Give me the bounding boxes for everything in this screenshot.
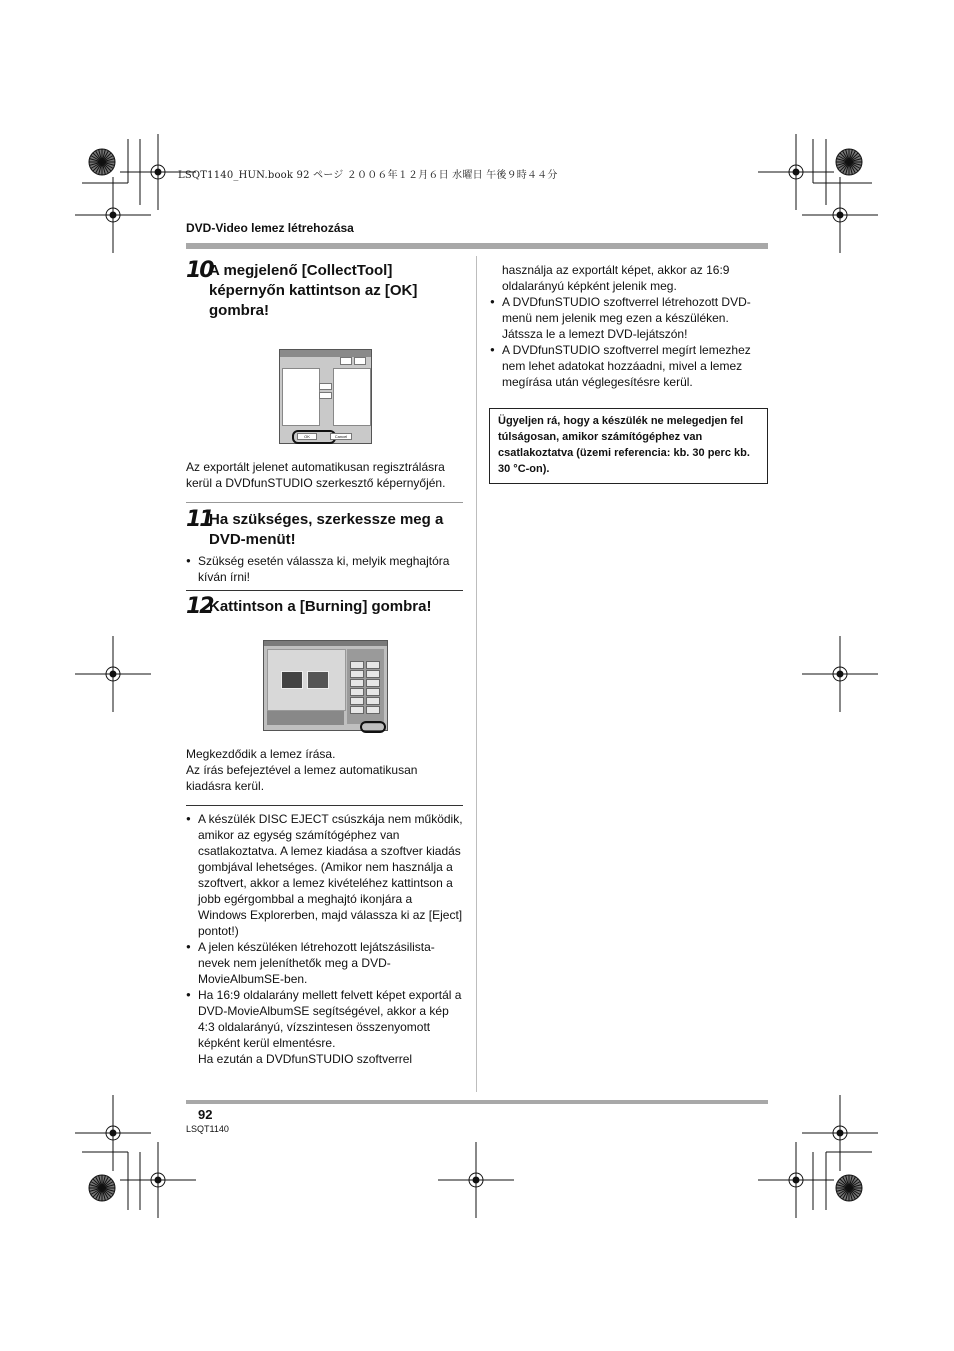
step-number: 11 [186,507,213,532]
note-continuation: használja az exportált képet, akkor az 16:9 oldalarányú képként jelenik meg. [502,263,730,293]
crosshair-mark [758,1142,834,1218]
bullet-item: ● Szükség esetén válassza ki, melyik meghajtóra kíván írni! [186,553,466,585]
column-divider [476,256,477,1092]
sunburst-mark [836,149,862,175]
top-rule [186,243,768,249]
step-number: 10 [186,258,213,283]
doc-code: LSQT1140 [186,1124,229,1134]
step-title: Ha szükséges, szerkessze meg a DVD-menüt! [209,511,444,548]
step-12-result: Megkezdődik a lemez írása. Az írás befejeztével a lemez automatikusan kiadásra kerül. [186,747,418,793]
note-item: ● A készülék DISC EJECT csúszkája nem működik, amikor az egység számítógéphez van csatlakoztatva. A lemez kiadása a szoftver kiadás gombjával lehetséges. (Amikor nem használja a szoftvert, akkor a lemez kivételéhez kattintson a jobb egérgombbal a meghajtó ikonjára a Windows Explorerben, majd válassza ki az [Eject] pontot!) [186,811,464,939]
toolbar-tile [350,697,364,705]
separator [186,805,463,806]
toolbar-tile [350,688,364,696]
notes-list [186,811,464,1067]
burning-button-highlight[interactable] [360,721,386,733]
step-10-result: Az exportált jelenet automatikusan regisztrálásra kerül a DVDfunSTUDIO szerkesztő képernyőjén. [186,460,446,490]
separator [186,502,463,503]
toolbar-tile [366,679,380,687]
section-title: DVD-Video lemez létrehozása [186,221,354,235]
note-item: ● A DVDfunSTUDIO szoftverrel létrehozott DVD-menü nem jelenik meg ezen a készüléken. Játssza le a lemezt DVD-lejátszón! [490,294,770,342]
crosshair-mark [75,636,151,712]
dvdfunstudio-screenshot [263,640,388,731]
step-11 [186,507,466,585]
crosshair-mark [120,1142,196,1218]
toolbar-tile [366,697,380,705]
step-title: A megjelenő [CollectTool] képernyőn kattintson az [OK] gombra! [209,262,418,319]
sunburst-mark [836,1175,862,1201]
crosshair-mark [758,134,834,210]
toolbar-tile [366,670,380,678]
note-item: ● A jelen készüléken létrehozott lejátszásilista-nevek nem jeleníthetők meg a DVD-MovieAlbumSE-ben. [186,939,464,987]
note-item: ● Ha 16:9 oldalarány mellett felvett képet exportál a DVD-MovieAlbumSE segítségével, akkor a kép 4:3 oldalarányú, vízszintesen összenyomott képként kerül elmentésre. Ha ezután a DVDfunSTUDIO szoftverrel [186,987,464,1067]
toolbar-tile [366,688,380,696]
sunburst-mark [89,1175,115,1201]
warning-box: Ügyeljen rá, hogy a készülék ne melegedjen fel túlságosan, amikor számítógéphez van csatlakoztatva (üzemi referencia: kb. 30 perc kb. 30 °C-on). [489,408,768,484]
toolbar-tile [350,706,364,714]
collecttool-screenshot [279,349,372,444]
step-12 [186,594,466,617]
notes-list-right [490,294,770,390]
ok-button[interactable]: OK [297,433,317,440]
page-number: 92 [198,1107,213,1122]
toolbar-tile [366,706,380,714]
file-header: LSQT1140_HUN.book 92 ページ ２００６年１２月６日 水曜日 午後９時４４分 [178,170,558,181]
crosshair-mark [438,1142,514,1218]
sunburst-mark [89,149,115,175]
toolbar-tile [366,661,380,669]
toolbar-tile [350,670,364,678]
toolbar-tile [350,679,364,687]
crosshair-mark [802,177,878,253]
crosshair-mark [802,636,878,712]
separator [186,590,463,591]
cancel-button[interactable]: Cancel [330,433,352,440]
step-title: Kattintson a [Burning] gombra! [209,598,432,615]
bottom-rule [186,1100,768,1104]
step-10 [186,258,466,321]
note-item: ● A DVDfunSTUDIO szoftverrel megírt lemezhez nem lehet adatokat hozzáadni, mivel a lemez megírása után véglegesítésre kerül. [490,342,770,390]
step-number: 12 [186,594,213,619]
toolbar-tile [350,661,364,669]
